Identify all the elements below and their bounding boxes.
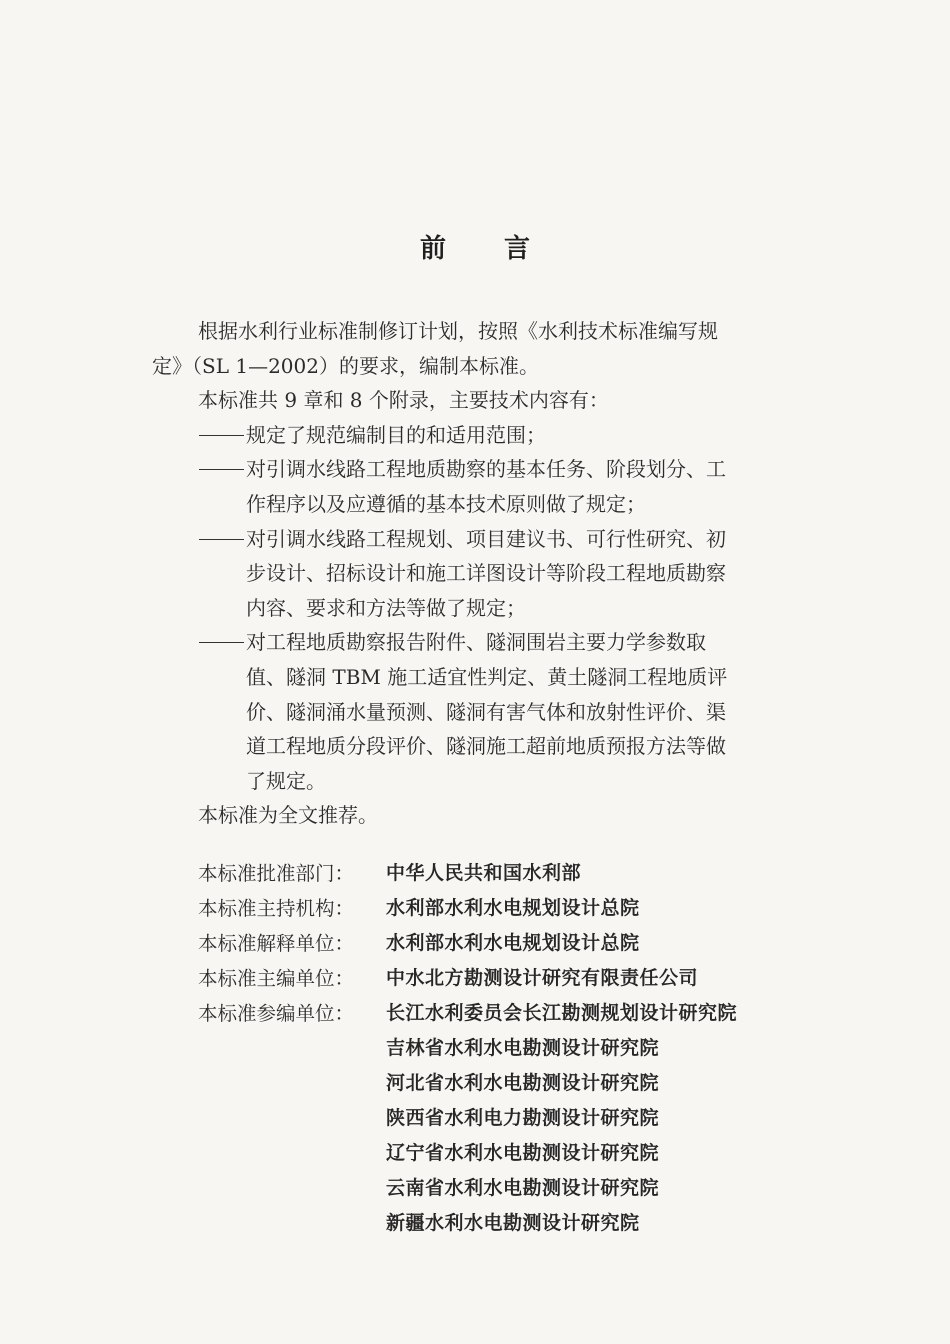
unit-participants-label: 本标准参编单位： <box>198 1002 355 1025</box>
page-title <box>0 228 950 265</box>
paragraph-1-line-1: 根据水利行业标准制修订计划，按照《水利技术标准编写规 <box>198 319 718 343</box>
title-char-2: 言 <box>504 234 531 264</box>
participant-list <box>386 996 737 1241</box>
participant-item: 陕西省水利电力勘测设计研究院 <box>386 1107 660 1129</box>
participant-item: 长江水利委员会长江勘测规划设计研究院 <box>386 1002 738 1024</box>
unit-chief <box>198 961 838 996</box>
unit-approval <box>198 856 838 891</box>
content-item-1 <box>152 418 816 453</box>
paragraph-2: 本标准共 9 章和 8 个附录，主要技术内容有： <box>198 388 609 413</box>
paragraph-3: 本标准为全文推荐。 <box>198 803 378 828</box>
item-4-line-4: 道工程地质分段评价、隧洞施工超前地质预报方法等做 <box>246 734 726 759</box>
item-4-line-1: 对工程地质勘察报告附件、隧洞围岩主要力学参数取 <box>246 630 706 655</box>
item-1-line-1: 规定了规范编制目的和适用范围； <box>246 422 546 447</box>
unit-host <box>198 891 838 926</box>
unit-approval-value: 中华人民共和国水利部 <box>386 862 582 884</box>
item-3-line-2: 步设计、招标设计和施工详图设计等阶段工程地质勘察 <box>246 561 726 586</box>
unit-interpret-value: 水利部水利水电规划设计总院 <box>386 932 640 954</box>
item-3-line-1: 对引调水线路工程规划、项目建议书、可行性研究、初 <box>246 526 726 551</box>
title-char-1: 前 <box>419 234 446 264</box>
unit-host-label: 本标准主持机构： <box>198 897 355 920</box>
responsible-units <box>198 856 838 1241</box>
item-2-line-1: 对引调水线路工程地质勘察的基本任务、阶段划分、工 <box>246 457 726 482</box>
unit-chief-label: 本标准主编单位： <box>198 967 355 990</box>
unit-approval-label: 本标准批准部门： <box>198 862 355 885</box>
unit-chief-value: 中水北方勘测设计研究有限责任公司 <box>386 967 699 989</box>
content-item-2 <box>152 452 816 521</box>
participant-item: 云南省水利水电勘测设计研究院 <box>386 1177 660 1199</box>
content-item-3 <box>152 522 816 626</box>
unit-interpret <box>198 926 838 961</box>
participant-item: 河北省水利水电勘测设计研究院 <box>386 1072 660 1094</box>
unit-participants <box>198 996 838 1241</box>
content-item-4 <box>152 625 816 798</box>
participant-item: 辽宁省水利水电勘测设计研究院 <box>386 1142 660 1164</box>
item-3-line-3: 内容、要求和方法等做了规定； <box>246 595 526 620</box>
item-2-line-2: 作程序以及应遵循的基本技术原则做了规定； <box>246 491 646 516</box>
participant-item: 新疆水利水电勘测设计研究院 <box>386 1212 640 1234</box>
paragraph-1-line-2: 定》（SL 1—2002）的要求，编制本标准。 <box>152 353 539 378</box>
unit-host-value: 水利部水利水电规划设计总院 <box>386 897 640 919</box>
item-4-line-2: 值、隧洞 TBM 施工适宜性判定、黄土隧洞工程地质评 <box>246 664 728 689</box>
foreword-body <box>152 314 816 833</box>
unit-interpret-label: 本标准解释单位： <box>198 932 355 955</box>
item-4-line-3: 价、隧洞涌水量预测、隧洞有害气体和放射性评价、渠 <box>246 699 726 724</box>
item-4-line-5: 了规定。 <box>246 768 326 793</box>
participant-item: 吉林省水利水电勘测设计研究院 <box>386 1037 660 1059</box>
